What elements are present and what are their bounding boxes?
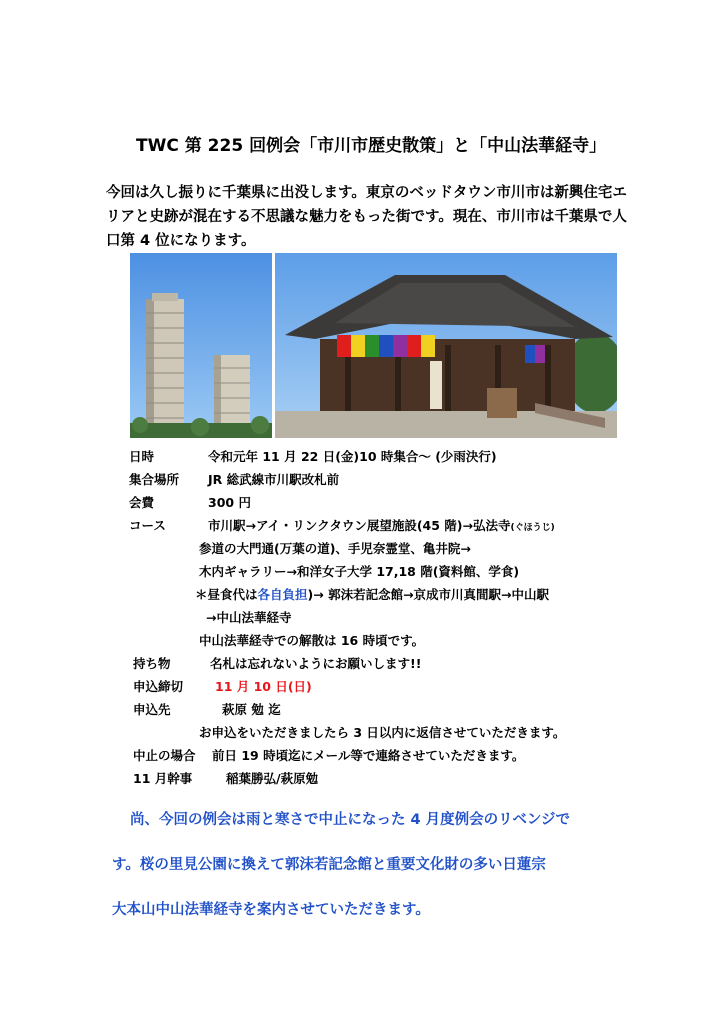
intro-paragraph: 今回は久し振りに千葉県に出没します。東京のベッドタウン市川市は新興住宅エリアと史跡が混在する不思議な魅力をもった街です。現在、市川市は千葉県で人口第 4 位になります。: [106, 185, 627, 249]
towers-photo: [130, 253, 272, 438]
outro-line-1: 尚、今回の例会は雨と寒さで中止になった 4 月度例会のリベンジで: [130, 812, 571, 828]
items-value: 名札は忘れないようにお願いします!!: [210, 656, 422, 671]
page-title: TWC 第 225 回例会「市川市歴史散策」と「中山法華経寺」: [136, 136, 607, 156]
host-value: 稲葉勝弘/萩原勉: [226, 771, 319, 786]
apply-label: 申込先: [133, 702, 171, 717]
meet-value: JR 総武線市川駅改札前: [208, 472, 340, 487]
lunch-own-cost: 各自負担: [257, 587, 308, 602]
host-label: 11 月幹事: [133, 771, 193, 786]
course-line-4: [195, 585, 549, 603]
items-label: 持ち物: [133, 656, 171, 671]
outro-line-3: 大本山中山法華経寺を案内させていただきます。: [112, 902, 430, 918]
date-label: 日時: [129, 449, 155, 464]
cancel-value: 前日 19 時頃迄にメール等で連絡させていただきます。: [212, 748, 525, 763]
course-line-2: 参道の大門通(万葉の道)、手児奈霊堂、亀井院→: [199, 541, 471, 556]
apply-note: お申込をいただきましたら 3 日以内に返信させていただきます。: [199, 725, 566, 740]
course-line-5: →中山法華経寺: [206, 610, 292, 625]
temple-photo: [275, 253, 617, 438]
deadline-value: 11 月 10 日(日): [215, 679, 312, 694]
cancel-label: 中止の場合: [133, 748, 196, 763]
fee-label: 会費: [129, 495, 155, 510]
lunch-note-prefix: ＊昼食代は: [195, 587, 258, 602]
deadline-label: 申込締切: [133, 679, 184, 694]
apply-value: 萩原 勉 迄: [222, 702, 281, 717]
meet-label: 集合場所: [129, 472, 180, 487]
fee-value: 300 円: [208, 495, 251, 510]
course-label: コース: [129, 518, 166, 533]
lunch-note-suffix: )→ 郭沫若記念館→京成市川真間駅→中山駅: [307, 587, 550, 602]
course-line-6: 中山法華経寺での解散は 16 時頃です。: [199, 633, 425, 648]
course-line-1: [208, 516, 555, 534]
course-line-3: 木内ギャラリー→和洋女子大学 17,18 階(資料館、学食): [199, 564, 520, 579]
outro-line-2: す。桜の里見公園に換えて郭沫若記念館と重要文化財の多い日蓮宗: [112, 857, 546, 873]
course-line-1-text: 市川駅→アイ・リンクタウン展望施設(45 階)→弘法寺: [208, 518, 511, 533]
course-line-1-ruby: (ぐほうじ): [510, 523, 555, 533]
date-value: 令和元年 11 月 22 日(金)10 時集合～ (少雨決行): [208, 449, 497, 464]
